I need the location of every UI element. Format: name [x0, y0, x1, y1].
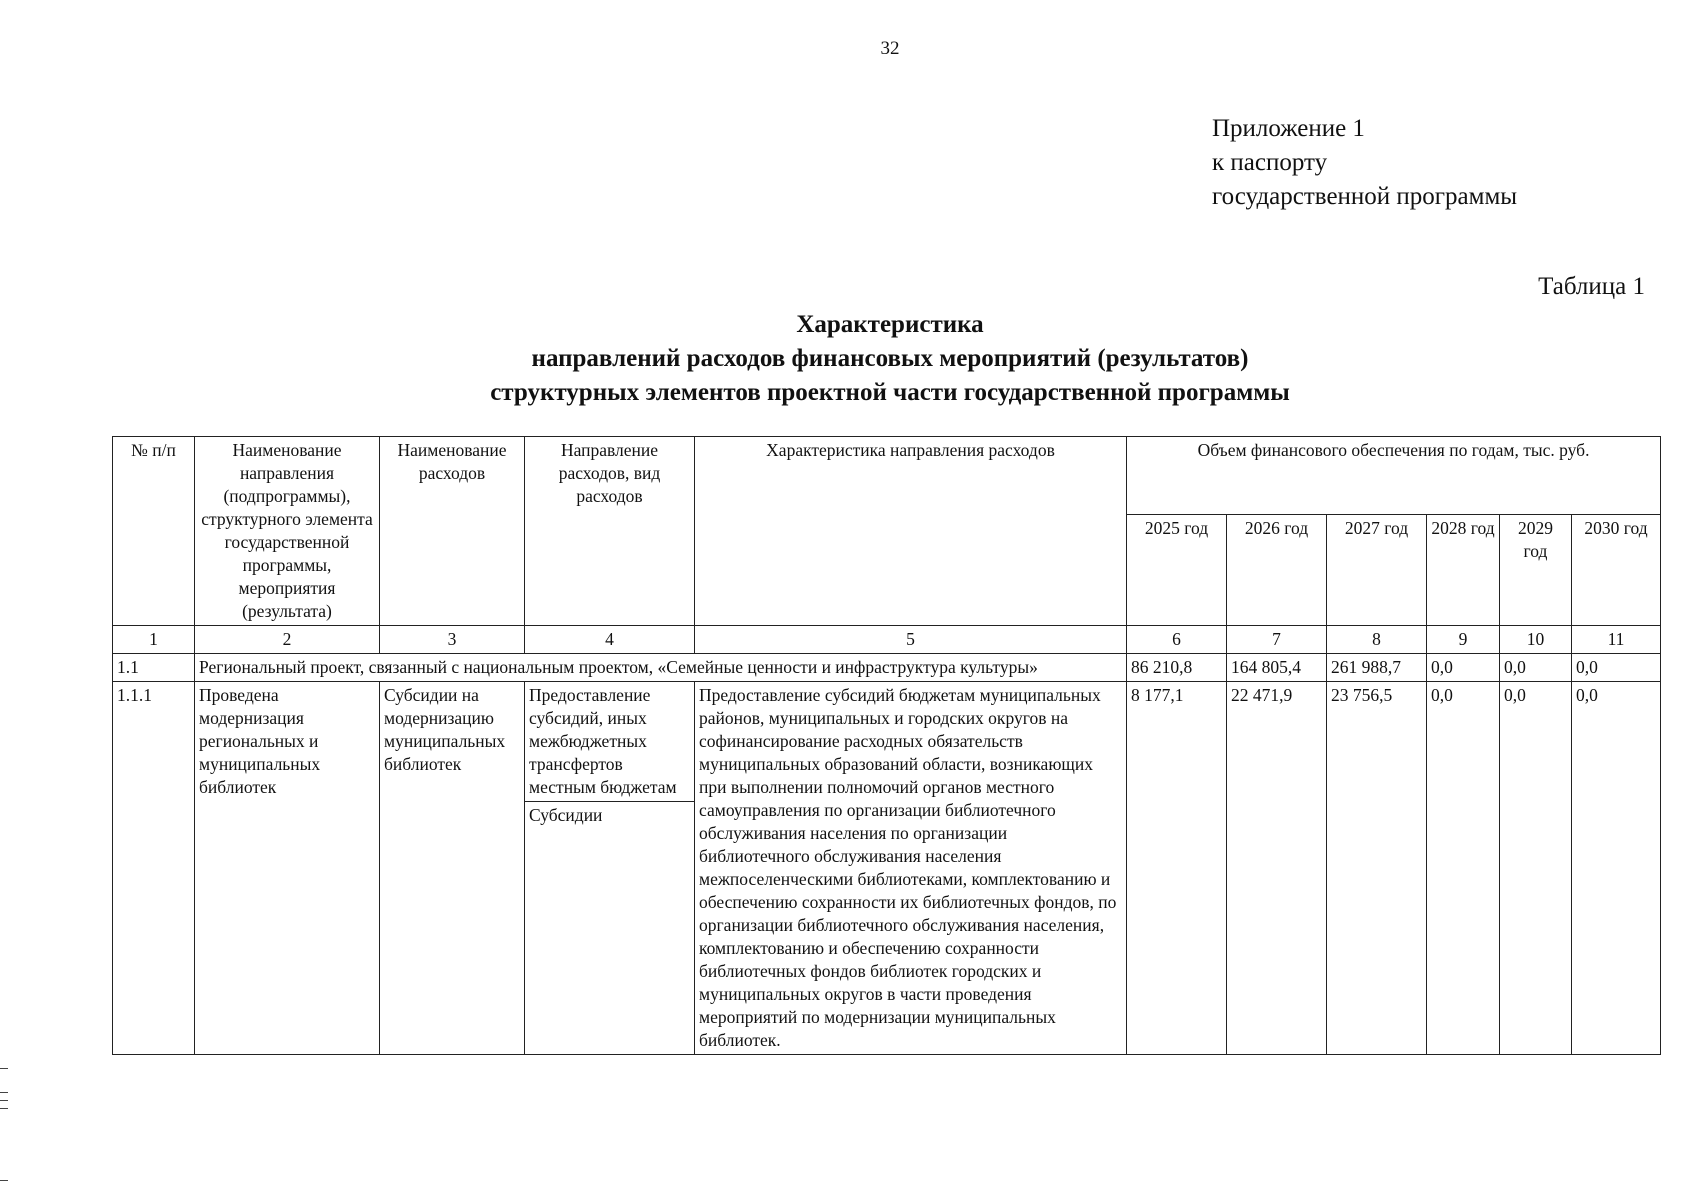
row-value-2027: 23 756,5 [1327, 682, 1427, 1055]
row-value-2026: 164 805,4 [1227, 654, 1327, 682]
header-direction-name: Наименование направления (подпрограммы), структурного элемента государственной программы, мероприятия (результата) [195, 437, 380, 626]
header-funding: Объем финансового обеспечения по годам, тыс. руб. [1127, 437, 1661, 515]
header-2030: 2030 год [1572, 515, 1661, 626]
row-value-2028: 0,0 [1427, 654, 1500, 682]
document-title [420, 308, 1360, 410]
appendix-line-2: к паспорту [1212, 149, 1328, 176]
appendix-line-1: Приложение 1 [1212, 115, 1365, 142]
expense-direction-main: Предоставление субсидий, иных межбюджетных трансфертов местным бюджетам [525, 682, 694, 802]
title-line-2: направлений расходов финансовых мероприятий (результатов) [531, 345, 1249, 372]
row-value-2027: 261 988,7 [1327, 654, 1427, 682]
header-2029: 2029 год [1500, 515, 1572, 626]
row-expense-direction [525, 682, 695, 1055]
expense-direction-type: Субсидии [529, 805, 603, 825]
margin-mark [0, 1068, 8, 1069]
expense-table [112, 436, 1661, 1055]
col-number: 6 [1127, 626, 1227, 654]
appendix-line-3: государственной программы [1212, 183, 1518, 210]
margin-mark [0, 1180, 8, 1181]
col-number: 9 [1427, 626, 1500, 654]
page-number: 32 [880, 38, 900, 59]
col-number: 7 [1227, 626, 1327, 654]
margin-mark [0, 1108, 8, 1109]
col-number: 8 [1327, 626, 1427, 654]
table-row [113, 682, 1661, 1055]
header-2028: 2028 год [1427, 515, 1500, 626]
row-value-2028: 0,0 [1427, 682, 1500, 1055]
row-expense-name: Субсидии на модернизацию муниципальных библиотек [380, 682, 525, 1055]
col-number: 3 [380, 626, 525, 654]
row-value-2030: 0,0 [1572, 682, 1661, 1055]
margin-mark [0, 1100, 8, 1101]
row-result-name: Проведена модернизация региональных и муниципальных библиотек [195, 682, 380, 1055]
row-characteristic: Предоставление субсидий бюджетам муниципальных районов, муниципальных и городских округов на софинансирование расходных обязательств муниципальных образований области, возникающих при выполнении полномочий органов местного самоуправления по организации библиотечного обслуживания населения по организации библиотечного обслуживания населения межпоселенческими библиотеками, комплектованию и обеспечению сохранности их библиотечных фондов, по организации библиотечного обслуживания населения, комплектованию и обеспечению сохранности библиотечных фондов библиотек городских и муниципальных округов в части проведения мероприятий по модернизации муниципальных библиотек. [695, 682, 1127, 1055]
header-2026: 2026 год [1227, 515, 1327, 626]
row-value-2025: 86 210,8 [1127, 654, 1227, 682]
header-num: № п/п [113, 437, 195, 626]
header-2025: 2025 год [1127, 515, 1227, 626]
col-number: 2 [195, 626, 380, 654]
col-number: 4 [525, 626, 695, 654]
header-2027: 2027 год [1327, 515, 1427, 626]
col-number: 1 [113, 626, 195, 654]
row-value-2026: 22 471,9 [1227, 682, 1327, 1055]
title-line-3: структурных элементов проектной части государственной программы [490, 379, 1290, 406]
col-number: 11 [1572, 626, 1661, 654]
column-number-row [113, 626, 1661, 654]
row-value-2029: 0,0 [1500, 682, 1572, 1055]
col-number: 5 [695, 626, 1127, 654]
col-number: 10 [1500, 626, 1572, 654]
row-value-2029: 0,0 [1500, 654, 1572, 682]
appendix-note [1212, 112, 1517, 214]
header-expense-direction: Направление расходов, вид расходов [525, 437, 695, 626]
row-num: 1.1.1 [113, 682, 195, 1055]
row-value-2025: 8 177,1 [1127, 682, 1227, 1055]
row-num: 1.1 [113, 654, 195, 682]
row-value-2030: 0,0 [1572, 654, 1661, 682]
title-line-1: Характеристика [796, 311, 984, 338]
header-expense-name: Наименование расходов [380, 437, 525, 626]
table-label: Таблица 1 [1538, 273, 1645, 300]
header-row-1 [113, 437, 1661, 515]
margin-mark [0, 1092, 8, 1093]
table-row [113, 654, 1661, 682]
header-characteristic: Характеристика направления расходов [695, 437, 1127, 626]
row-project-name: Региональный проект, связанный с национальным проектом, «Семейные ценности и инфраструктура культуры» [195, 654, 1127, 682]
